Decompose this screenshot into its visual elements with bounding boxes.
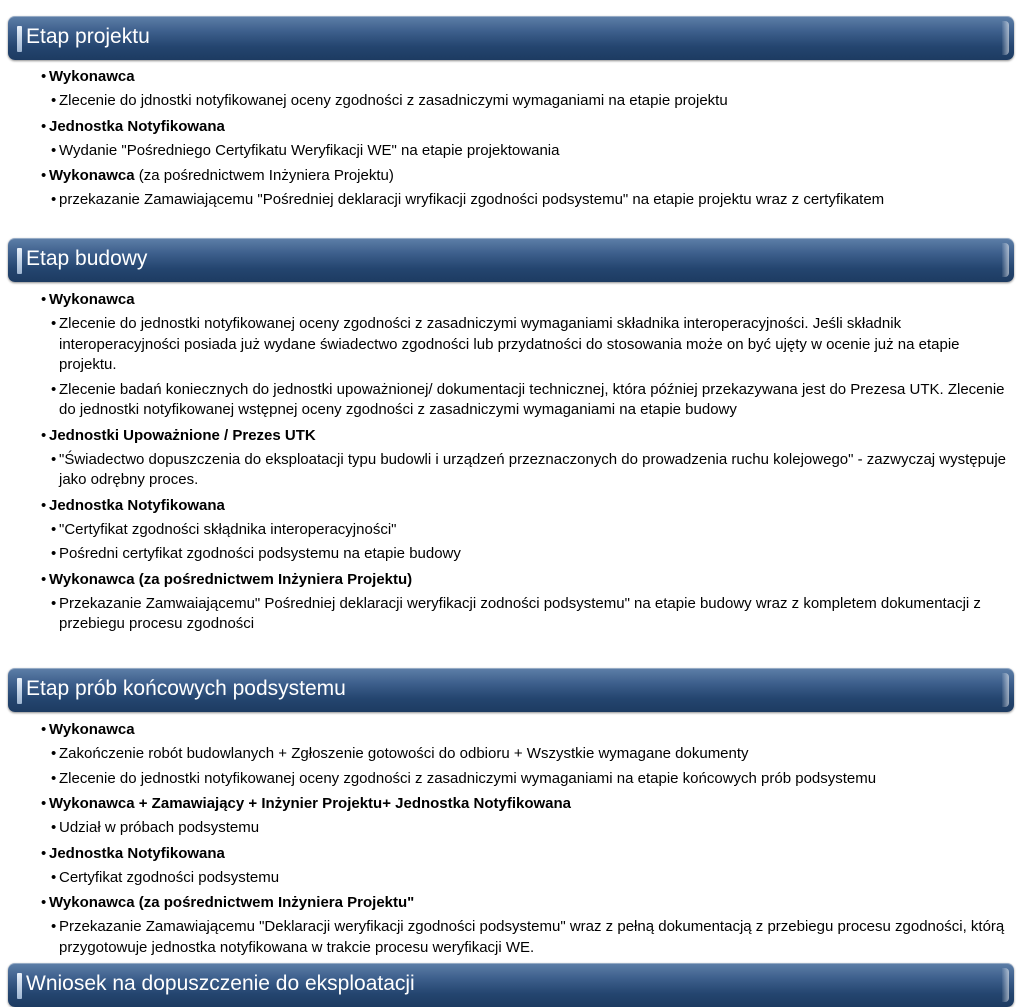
- bullet-icon: •: [41, 117, 47, 135]
- section-title: Etap projektu: [26, 25, 150, 48]
- bullet-icon: •: [41, 570, 47, 588]
- bullet-icon: •: [51, 191, 57, 208]
- bullet-icon: •: [51, 868, 57, 886]
- section-title: Etap prób końcowych podsystemu: [26, 677, 346, 700]
- bullet-icon: •: [41, 426, 47, 444]
- bullet-icon: •: [41, 167, 47, 184]
- list-item: • Zakończenie robót budowlanych + Zgłoszenie gotowości do odbioru + Wszystkie wymagane dokumenty: [51, 744, 1009, 765]
- section-body-etap-prob-koncowych: [0, 715, 1019, 958]
- bullet-icon: •: [51, 594, 57, 612]
- group-heading: • Wykonawca: [41, 291, 135, 308]
- bullet-icon: •: [51, 545, 57, 562]
- bullet-icon: •: [51, 745, 57, 762]
- group-heading: • Jednostka Notyfikowana: [41, 844, 225, 862]
- group-heading: • Wykonawca: [41, 721, 135, 738]
- bullet-icon: •: [41, 291, 47, 308]
- list-item: • Zlecenie do jednostki notyfikowanej oceny zgodności z zasadniczymi wymaganiami na etapie końcowych prób podsystemu: [51, 769, 1009, 790]
- list-item: • Wydanie "Pośredniego Certyfikatu Weryfikacji WE" na etapie projektowania: [51, 141, 1009, 162]
- bullet-icon: •: [41, 496, 47, 514]
- bullet-icon: •: [51, 141, 57, 159]
- bullet-icon: •: [41, 721, 47, 738]
- section-title: Etap budowy: [26, 247, 148, 270]
- group-heading: • Jednostka Notyfikowana: [41, 117, 225, 135]
- bullet-icon: •: [51, 819, 57, 836]
- group-heading: • Wykonawca: [41, 68, 135, 85]
- bullet-icon: •: [51, 315, 57, 332]
- list-item: • Zlecenie badań koniecznych do jednostki upoważnionej/ dokumentacji technicznej, która później przekazywana jest do Prezesa UTK. Zlecenie do jednostki notyfikowanej wstępnej oceny zgodności z zasadniczymi wymaganiami na etapie budowy: [51, 380, 1005, 418]
- bullet-icon: •: [41, 894, 47, 911]
- bullet-icon: •: [51, 92, 57, 109]
- list-item: • Certyfikat zgodności podsystemu: [51, 868, 1009, 889]
- section-header-wniosek: [8, 963, 1014, 1007]
- bullet-icon: •: [51, 380, 57, 398]
- list-item: • Pośredni certyfikat zgodności podsystemu na etapie budowy: [51, 544, 1009, 565]
- section-title: Wniosek na dopuszczenie do eksploatacji: [26, 972, 415, 995]
- group-heading: • Wykonawca (za pośrednictwem Inżyniera Projektu): [41, 167, 394, 184]
- section-header-etap-budowy: [8, 238, 1014, 282]
- list-item: • przekazanie Zamawiającemu "Pośredniej deklaracji wryfikacji zgodności podsystemu" na etapie projektu wraz z certyfikatem: [51, 190, 1009, 211]
- section-header-etap-prob-koncowych: [8, 668, 1014, 712]
- bullet-icon: •: [41, 844, 47, 862]
- list-item: • Przekazanie Zamawiającemu "Deklaracji weryfikacji zgodności podsystemu" wraz z pełną dokumentacją z przebiegu procesu zgodności, którą przygotowuje jednostka notyfikowana w trakcie procesu weryfikacji WE.: [51, 918, 1005, 956]
- group-heading: • Wykonawca + Zamawiający + Inżynier Projektu+ Jednostka Notyfikowana: [41, 795, 572, 812]
- list-item: • Przekazanie Zamwaiającemu" Pośredniej deklaracji weryfikacji zodności podsystemu" na etapie budowy wraz z kompletem dokumentacji z przebiegu procesu zgodności: [51, 594, 981, 632]
- group-heading: • Wykonawca (za pośrednictwem Inżyniera Projektu): [41, 570, 413, 588]
- list-item: • Zlecenie do jdnostki notyfikowanej oceny zgodności z zasadniczymi wymaganiami na etapie projektu: [51, 91, 1009, 112]
- list-item: • "Świadectwo dopuszczenia do eksploatacji typu budowli i urządzeń przeznaczonych do prowadzenia ruchu kolejowego" - zazwyczaj występuje jako odrębny proces.: [51, 450, 1006, 488]
- section-body-etap-budowy: [0, 285, 1019, 635]
- bullet-icon: •: [51, 918, 57, 935]
- section-body-etap-projektu: [0, 62, 1019, 211]
- bullet-icon: •: [51, 769, 57, 787]
- group-heading: • Wykonawca (za pośrednictwem Inżyniera Projektu": [41, 894, 415, 911]
- section-header-etap-projektu: [8, 16, 1014, 60]
- group-heading: • Jednostka Notyfikowana: [41, 496, 225, 514]
- bullet-icon: •: [51, 520, 57, 538]
- bullet-icon: •: [41, 795, 47, 812]
- list-item: • Zlecenie do jednostki notyfikowanej oceny zgodności z zasadniczymi wymaganiami składnika interoperacyjności. Jeśli składnik interoperacyjności posiada już wydane świadectwo zgodności lub przydatności do stosowania może on być ujęty w ocenie już na etapie projektu.: [51, 315, 960, 373]
- bullet-icon: •: [41, 68, 47, 85]
- group-heading: • Jednostki Upoważnione / Prezes UTK: [41, 426, 316, 444]
- list-item: • "Certyfikat zgodności skłądnika interoperacyjności": [51, 520, 1009, 541]
- bullet-icon: •: [51, 450, 57, 468]
- list-item: • Udział w próbach podsystemu: [51, 818, 1009, 839]
